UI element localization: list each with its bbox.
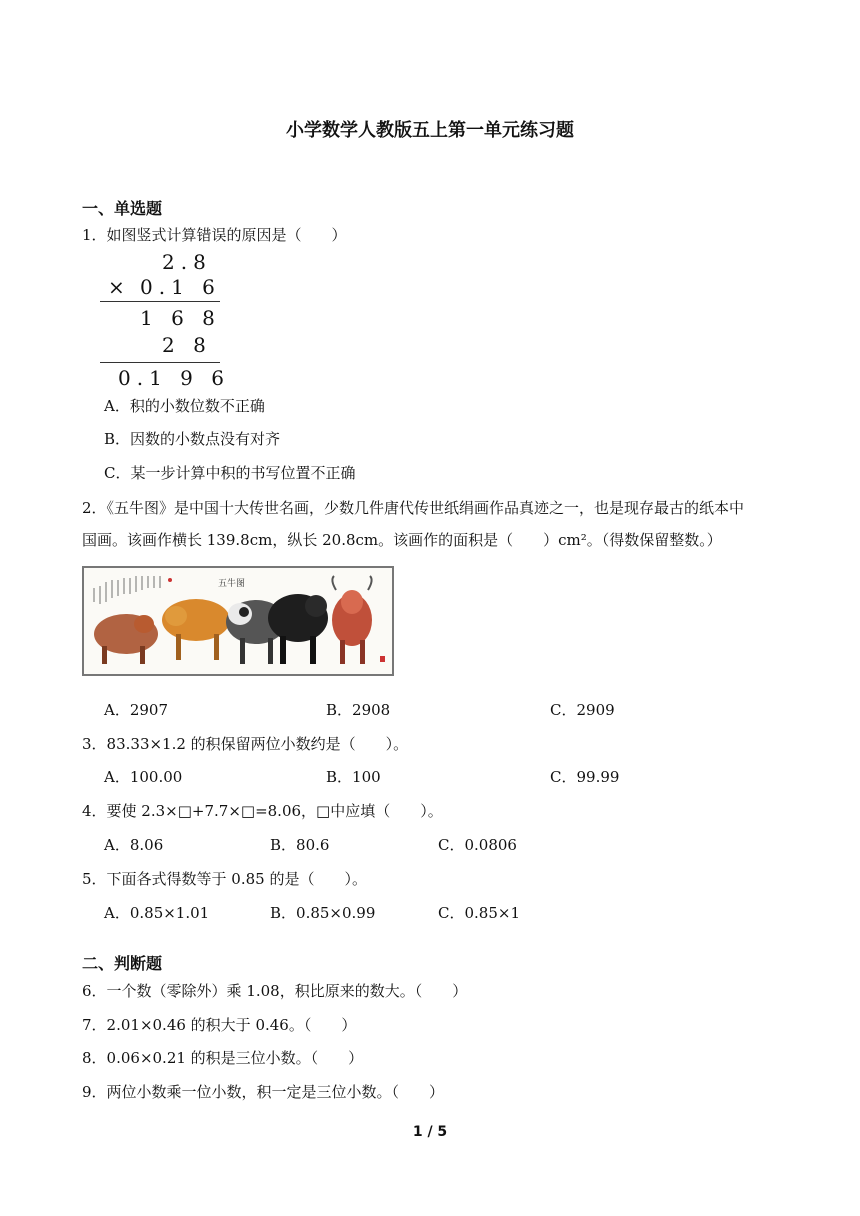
judge-question-8: 8．0.06×0.21 的积是三位小数。（ ） (82, 1049, 364, 1067)
section-heading-true-false: 二、判断题 (82, 954, 163, 973)
painting-title-text: 五牛图 (218, 579, 246, 589)
question-1-option-a: A．积的小数位数不正确 (104, 397, 265, 415)
calc-divider-line (100, 301, 220, 302)
question-3-text: 3．83.33×1.2 的积保留两位小数约是（ ）。 (82, 735, 409, 753)
page-number: 1 / 5 (412, 1124, 448, 1140)
question-3-option-a: A．100.00 (104, 768, 183, 786)
question-3-option-b: B．100 (326, 768, 381, 786)
calc-divider-line (100, 362, 220, 363)
judge-question-9: 9．两位小数乘一位小数，积一定是三位小数。（ ） (82, 1083, 445, 1101)
question-5-text: 5．下面各式得数等于 0.85 的是（ ）。 (82, 870, 367, 888)
calc-row-partial-1: 1 6 8 (140, 306, 221, 330)
judge-question-6: 6．一个数（零除外）乘 1.08，积比原来的数大。（ ） (82, 982, 468, 1000)
question-2-option-c: C．2909 (550, 701, 615, 719)
question-2-option-a: A．2907 (104, 701, 169, 719)
question-5-option-c: C．0.85×1 (438, 904, 520, 922)
question-2-text-line-1: 2．《五牛图》是中国十大传世名画，少数几件唐代传世纸绢画作品真迹之一，也是现存最古的纸本中 (82, 499, 745, 517)
question-5-option-a: A．0.85×1.01 (104, 904, 210, 922)
calc-row-partial-2: 2 8 (162, 333, 212, 357)
judge-question-7: 7．2.01×0.46 的积大于 0.46。（ ） (82, 1016, 357, 1034)
question-1-option-c: C．某一步计算中积的书写位置不正确 (104, 464, 356, 482)
document-title: 小学数学人教版五上第一单元练习题 (286, 120, 574, 141)
question-4-option-b: B．80.6 (270, 836, 330, 854)
section-heading-single-choice: 一、单选题 (82, 199, 163, 218)
five-oxen-painting-image (84, 568, 392, 674)
multiply-sign: × (108, 275, 131, 299)
calc-row-result: 0.1 9 6 (118, 366, 230, 390)
question-2-text-line-2: 国画。该画作横长 139.8cm，纵长 20.8cm。该画作的面积是（ ）cm²。（得数保留整数。） (82, 531, 722, 549)
question-4-text: 4．要使 2.3×□+7.7×□=8.06，□中应填（ ）。 (82, 802, 443, 820)
question-3-option-c: C．99.99 (550, 768, 620, 786)
question-5-option-b: B．0.85×0.99 (270, 904, 376, 922)
question-4-option-c: C．0.0806 (438, 836, 517, 854)
calc-row-multiplicand: 2.8 (162, 250, 212, 274)
question-1-option-b: B．因数的小数点没有对齐 (104, 430, 281, 448)
question-1-text: 1．如图竖式计算错误的原因是（ ） (82, 226, 347, 244)
question-4-option-a: A．8.06 (104, 836, 164, 854)
calc-row-multiplier: 0.1 6 (140, 275, 221, 299)
question-2-option-b: B．2908 (326, 701, 391, 719)
five-oxen-painting (82, 566, 394, 676)
